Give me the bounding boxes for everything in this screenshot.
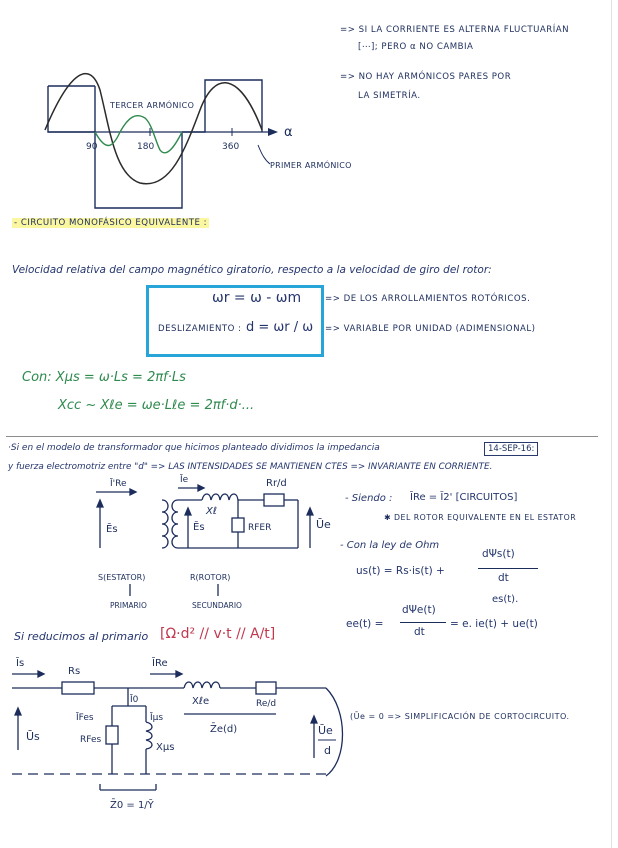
ire-arrow-head [130,489,136,495]
stator-sub-label: PRIMARIO [110,601,147,610]
es-left-label: Ēs [106,524,118,535]
circuit-stator-rotor [0,470,340,620]
xl-label: Xℓ [206,506,217,517]
reactance-line-1: Con: Xμs = ω·Ls = 2πf·Ls [22,370,186,385]
axis-alpha-label: α [284,125,293,140]
ire-2-label: ĪRe [152,658,168,669]
ee-frac-bar [400,622,446,623]
rfer-resistor [232,518,244,532]
note-line-1: => SI LA CORRIENTE ES ALTERNA FLUCTUARÍAN [340,25,570,35]
us-label: Ūs [26,730,40,743]
short-circuit-note: (Ūe = 0 => SIMPLIFICACIÓN DE CORTOCIRCUITO. [350,712,570,721]
tick-180-label: 180 [137,142,155,152]
velocity-sentence: Velocidad relativa del campo magnético giratorio, respecto a la velocidad de giro del rotor: [12,264,492,276]
note-line-3: => NO HAY ARMÓNICOS PARES POR [340,72,512,82]
tick-360-label: 360 [222,142,240,152]
x-axis-arrow [268,128,278,136]
ze-d-label: Z̄e(d) [210,724,238,735]
ohm-label: - Con la ley de Ohm [340,540,440,551]
rotor-label: R(ROTOR) [190,573,231,582]
rfes-label: RFes [80,735,102,745]
ue-arrow-head [307,508,313,515]
siendo-note: ✱ DEL ROTOR EQUIVALENTE EN EL ESTATOR [384,513,577,522]
harmonic-waveform-figure [0,0,618,220]
note-line-2: [⋯]; PERO α NO CAMBIA [358,42,474,52]
model-line-2: y fuerza electromotriz entre "d" => LAS INTENSIDADES SE MANTIENEN CTES => INVARIANTE EN CORRIENTE. [8,462,493,472]
es-t-label: es(t). [492,594,519,605]
relative-speed-note: => DE LOS ARROLLAMIENTOS ROTÓRICOS. [325,294,531,304]
es-right-label: Ēs [193,522,205,533]
rfes-resistor [106,726,118,744]
us-frac-bar [478,568,538,569]
es-arrow-right-head [185,508,191,515]
us-frac-den: dt [498,572,509,584]
ifes-label: ĪFes [76,713,94,723]
rs-resistor [62,682,94,694]
ee-lhs: ee(t) = [346,618,384,630]
re-over-d-label: Re/d [256,699,277,709]
section-title-text: - CIRCUITO MONOFÁSICO EQUIVALENTE : [14,218,208,228]
rotor-sub-label: SECUNDARIO [192,601,242,610]
third-harmonic-label: TERCER ARMÓNICO [110,101,195,110]
note-line-4: LA SIMETRÍA. [358,91,421,101]
xmu-inductor [146,722,152,749]
slip-equation: d = ωr / ω [246,320,314,335]
is-label: Īs [16,658,25,669]
first-harmonic-pointer [258,145,270,164]
stator-label: S(ESTATOR) [98,573,146,582]
rr-over-d-resistor [264,494,284,506]
ue-d-num-label: Ūe [318,724,333,737]
date-box: 14-SEP-16: [484,442,538,456]
ire-arrow-2-head [176,671,182,677]
ue-d-arrow-head [311,716,317,723]
xl-inductor [202,494,238,500]
reduce-sentence: Si reducimos al primario [14,630,149,643]
model-line-1: ·Si en el modelo de transformador que hicimos planteado dividimos la impedancia [8,443,380,453]
ire-label: Ī'Re [110,479,127,489]
reactance-line-2: Xcc ~ Xℓe = ωe·Lℓe = 2πf·d·... [58,398,255,413]
z0-label: Z̄0 = 1/Ȳ [110,800,154,811]
siendo-equation: ĪRe = Ī2' [CIRCUITOS] [410,492,518,503]
section-divider [6,436,598,437]
us-arrow-head [15,708,21,715]
slip-label: DESLIZAMIENTO : [158,324,242,334]
xle-label: Xℓe [192,696,210,707]
siendo-label: - Siendo : [345,493,393,504]
es-arrow-left-head [97,500,103,507]
us-equation: us(t) = Rs·is(t) + [356,565,445,577]
tick-90-label: 90 [86,142,98,152]
section-title [12,218,209,228]
circuit-reduced-primary [0,650,350,820]
ie-arrow-head [198,485,204,491]
rr-over-d-label: Rr/d [266,478,287,489]
first-harmonic-curve [45,74,262,184]
imu-label: Īμs [150,713,164,723]
ue-d-den-label: d [324,744,331,757]
rotor-coil [172,500,178,548]
ee-frac-den: dt [414,626,425,638]
xle-inductor [184,682,220,688]
ue-label: Ūe [316,518,331,531]
slip-note: => VARIABLE POR UNIDAD (ADIMENSIONAL) [325,324,536,334]
xmu-label: Xμs [156,742,175,753]
stator-coil [162,500,168,548]
us-frac-num: dΨs(t) [482,548,515,560]
first-harmonic-label: PRIMER ARMÓNICO [270,161,352,170]
re-over-d-resistor [256,682,276,694]
is-arrow-head [38,671,44,677]
reduce-units: [Ω·d² // v·t // A/t] [160,626,276,642]
ee-rhs: = e. ie(t) + ue(t) [450,618,538,630]
ie-label: Īe [180,475,189,485]
rfer-label: RFER [248,523,272,533]
i0-label: Ī0 [130,695,139,705]
ee-frac-num: dΨe(t) [402,604,436,616]
relative-speed-equation: ωr = ω - ωm [212,290,302,306]
rs-label: Rs [68,666,81,677]
